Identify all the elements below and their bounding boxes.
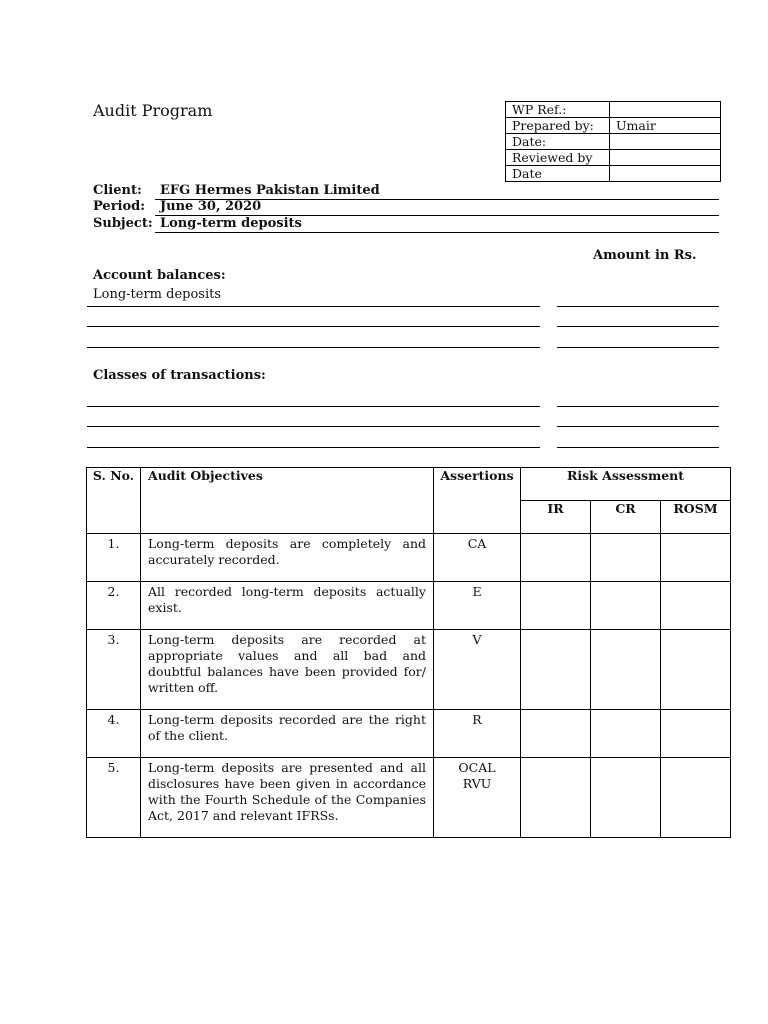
ref-row-prepared-by	[506, 118, 721, 134]
row-sno: 5.	[87, 758, 141, 838]
ref-key: Date:	[506, 134, 610, 150]
ref-value	[610, 134, 721, 150]
ref-key: Reviewed by	[506, 150, 610, 166]
row-ir-cell[interactable]	[521, 534, 591, 582]
row-assertion: E	[434, 582, 521, 630]
amount-line	[557, 447, 719, 448]
ref-key: Date	[506, 166, 610, 182]
row-ir-cell[interactable]	[521, 710, 591, 758]
row-objective: Long-term deposits are completely and accurately recorded.	[141, 534, 434, 582]
row-ir-cell[interactable]	[521, 582, 591, 630]
table-header-row	[87, 468, 731, 501]
row-ir-cell[interactable]	[521, 758, 591, 838]
ref-value	[610, 166, 721, 182]
audit-objectives-table	[86, 467, 731, 838]
row-sno: 2.	[87, 582, 141, 630]
header-sno: S. No.	[87, 468, 141, 534]
header-cr: CR	[591, 501, 661, 534]
amount-line	[557, 406, 719, 407]
ref-row-review-date	[506, 166, 721, 182]
row-cr-cell[interactable]	[591, 758, 661, 838]
row-assertion-cell	[434, 758, 521, 838]
row-sno: 4.	[87, 710, 141, 758]
ref-key: WP Ref.:	[506, 102, 610, 118]
row-assertion: V	[434, 630, 521, 710]
row-cr-cell[interactable]	[591, 630, 661, 710]
header-ir: IR	[521, 501, 591, 534]
balance-line	[87, 347, 540, 348]
amount-line	[557, 347, 719, 348]
header-assertions: Assertions	[434, 468, 521, 534]
amount-line	[557, 306, 719, 307]
row-rosm-cell[interactable]	[661, 534, 731, 582]
row-sno: 1.	[87, 534, 141, 582]
header-risk-assessment: Risk Assessment	[521, 468, 731, 501]
row-cr-cell[interactable]	[591, 534, 661, 582]
account-balance-item: Long-term deposits	[93, 287, 222, 302]
period-value: June 30, 2020	[160, 199, 262, 214]
ref-row-wp-ref	[506, 102, 721, 118]
reference-box	[505, 101, 721, 182]
amount-line	[557, 426, 719, 427]
ref-row-reviewed-by	[506, 150, 721, 166]
header-objectives: Audit Objectives	[141, 468, 434, 534]
row-rosm-cell[interactable]	[661, 758, 731, 838]
row-assertion-second: RVU	[462, 776, 492, 791]
table-row	[87, 534, 731, 582]
row-objective: Long-term deposits recorded are the right of the client.	[141, 710, 434, 758]
balance-line	[87, 326, 540, 327]
transaction-line	[87, 426, 540, 427]
subject-underline	[155, 232, 719, 233]
transaction-line	[87, 447, 540, 448]
page-title: Audit Program	[93, 101, 213, 120]
period-label: Period:	[93, 199, 146, 214]
subject-value: Long-term deposits	[160, 216, 302, 231]
table-row	[87, 710, 731, 758]
row-cr-cell[interactable]	[591, 582, 661, 630]
row-rosm-cell[interactable]	[661, 710, 731, 758]
ref-value	[610, 150, 721, 166]
row-ir-cell[interactable]	[521, 630, 591, 710]
row-rosm-cell[interactable]	[661, 630, 731, 710]
balance-line	[87, 306, 540, 307]
row-cr-cell[interactable]	[591, 710, 661, 758]
row-objective: All recorded long-term deposits actually exist.	[141, 582, 434, 630]
ref-value: Umair	[610, 118, 721, 134]
subject-label: Subject:	[93, 216, 153, 231]
client-name: EFG Hermes Pakistan Limited	[160, 183, 380, 198]
row-objective: Long-term deposits are presented and all disclosures have been given in accordance with the Fourth Schedule of the Companies Act, 2017 and relevant IFRSs.	[141, 758, 434, 838]
row-sno: 3.	[87, 630, 141, 710]
table-row	[87, 630, 731, 710]
row-objective: Long-term deposits are recorded at appropriate values and all bad and doubtful balances have been provided for/ written off.	[141, 630, 434, 710]
table-row	[87, 758, 731, 838]
ref-row-date	[506, 134, 721, 150]
row-assertion: OCAL	[458, 760, 496, 775]
ref-value	[610, 102, 721, 118]
client-label: Client:	[93, 183, 142, 198]
row-assertion: CA	[434, 534, 521, 582]
classes-heading: Classes of transactions:	[93, 368, 266, 383]
amount-line	[557, 326, 719, 327]
amount-label: Amount in Rs.	[593, 248, 697, 263]
row-assertion: R	[434, 710, 521, 758]
account-balances-heading: Account balances:	[93, 268, 226, 283]
transaction-line	[87, 406, 540, 407]
row-rosm-cell[interactable]	[661, 582, 731, 630]
table-row	[87, 582, 731, 630]
header-rosm: ROSM	[661, 501, 731, 534]
ref-key: Prepared by:	[506, 118, 610, 134]
